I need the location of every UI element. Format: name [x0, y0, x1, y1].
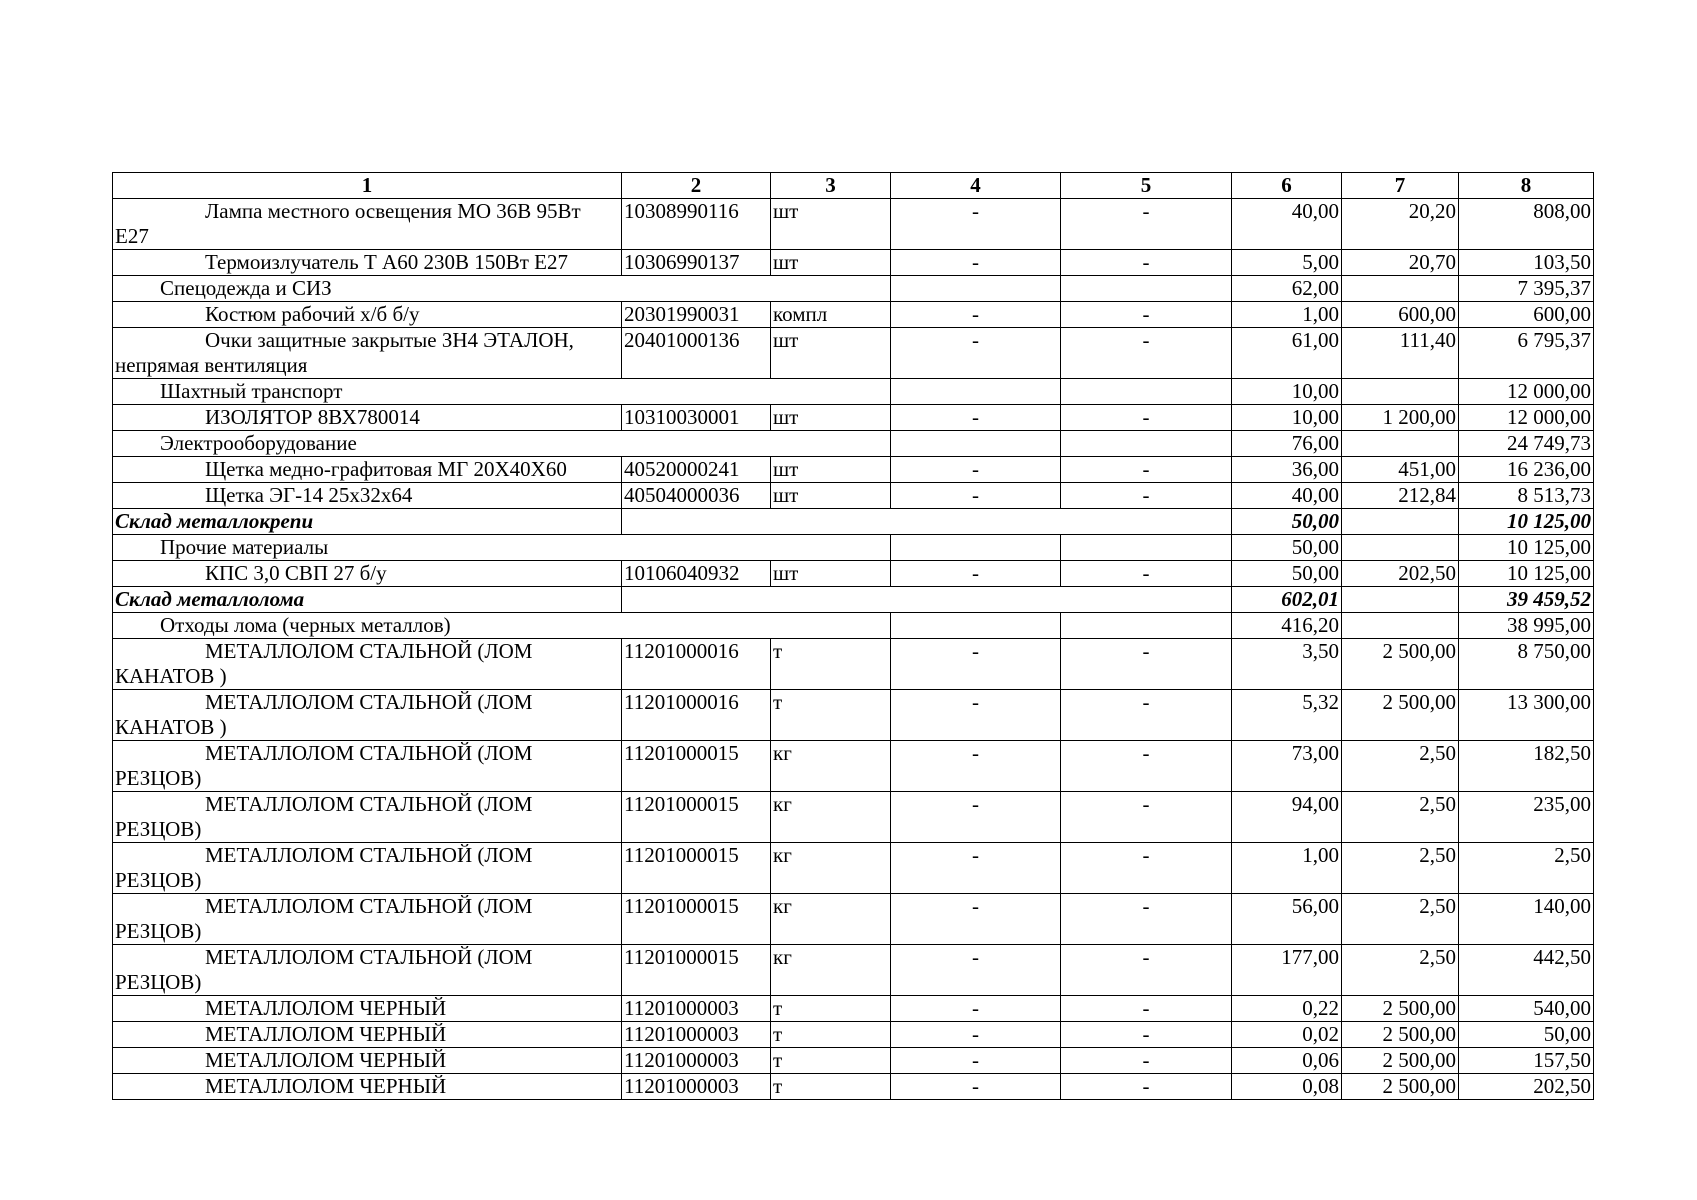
group-row	[113, 613, 1594, 639]
quantity-cell: 177,00	[1232, 945, 1342, 996]
column-header: 2	[622, 173, 771, 199]
item-code-cell: 11201000003	[622, 1048, 771, 1074]
group-name-cell: Прочие материалы	[113, 535, 891, 561]
sum-cell: 8 513,73	[1459, 483, 1594, 509]
item-unit-cell: т	[771, 690, 891, 741]
item-name-cell: МЕТАЛЛОЛОМ СТАЛЬНОЙ (ЛОМ РЕЗЦОВ)	[113, 843, 622, 894]
group-name-cell: Отходы лома (черных металлов)	[113, 613, 891, 639]
column-5-cell: -	[1061, 639, 1232, 690]
quantity-cell: 76,00	[1232, 431, 1342, 457]
price-cell: 20,20	[1342, 199, 1459, 250]
item-code-cell: 10310030001	[622, 405, 771, 431]
empty-cell	[891, 276, 1061, 302]
price-cell: 2,50	[1342, 792, 1459, 843]
column-4-cell: -	[891, 945, 1061, 996]
column-4-cell: -	[891, 405, 1061, 431]
group-row	[113, 379, 1594, 405]
price-cell	[1342, 613, 1459, 639]
item-row	[113, 792, 1594, 843]
quantity-cell: 94,00	[1232, 792, 1342, 843]
column-header: 7	[1342, 173, 1459, 199]
item-unit-cell: компл	[771, 302, 891, 328]
price-cell: 2 500,00	[1342, 1048, 1459, 1074]
column-5-cell: -	[1061, 1048, 1232, 1074]
price-cell: 600,00	[1342, 302, 1459, 328]
price-cell	[1342, 509, 1459, 535]
item-code-cell: 11201000003	[622, 996, 771, 1022]
column-header: 1	[113, 173, 622, 199]
quantity-cell: 602,01	[1232, 587, 1342, 613]
price-cell	[1342, 431, 1459, 457]
item-row	[113, 328, 1594, 379]
item-name-cell: МЕТАЛЛОЛОМ СТАЛЬНОЙ (ЛОМ РЕЗЦОВ)	[113, 741, 622, 792]
inventory-table	[112, 172, 1594, 1100]
sum-cell: 808,00	[1459, 199, 1594, 250]
column-4-cell: -	[891, 1022, 1061, 1048]
group-row	[113, 431, 1594, 457]
quantity-cell: 40,00	[1232, 199, 1342, 250]
empty-cell	[891, 535, 1061, 561]
item-code-cell: 11201000003	[622, 1074, 771, 1100]
column-4-cell: -	[891, 792, 1061, 843]
table-body	[113, 199, 1594, 1100]
column-header: 4	[891, 173, 1061, 199]
quantity-cell: 0,08	[1232, 1074, 1342, 1100]
item-unit-cell: кг	[771, 741, 891, 792]
item-code-cell: 11201000003	[622, 1022, 771, 1048]
item-code-cell: 20401000136	[622, 328, 771, 379]
item-unit-cell: кг	[771, 843, 891, 894]
column-5-cell: -	[1061, 250, 1232, 276]
quantity-cell: 61,00	[1232, 328, 1342, 379]
sum-cell: 24 749,73	[1459, 431, 1594, 457]
empty-cell	[891, 379, 1061, 405]
item-name-cell: МЕТАЛЛОЛОМ ЧЕРНЫЙ	[113, 1048, 622, 1074]
group-row	[113, 535, 1594, 561]
sum-cell: 10 125,00	[1459, 509, 1594, 535]
item-name-cell: Костюм рабочий х/б б/у	[113, 302, 622, 328]
column-5-cell: -	[1061, 792, 1232, 843]
item-row	[113, 483, 1594, 509]
item-code-cell: 40520000241	[622, 457, 771, 483]
sum-cell: 103,50	[1459, 250, 1594, 276]
item-row	[113, 250, 1594, 276]
column-4-cell: -	[891, 302, 1061, 328]
column-4-cell: -	[891, 639, 1061, 690]
item-name-cell: Щетка медно-графитовая МГ 20Х40Х60	[113, 457, 622, 483]
empty-cell	[1061, 276, 1232, 302]
quantity-cell: 40,00	[1232, 483, 1342, 509]
column-5-cell: -	[1061, 405, 1232, 431]
item-row	[113, 457, 1594, 483]
quantity-cell: 1,00	[1232, 843, 1342, 894]
sum-cell: 540,00	[1459, 996, 1594, 1022]
empty-cell	[1061, 379, 1232, 405]
sum-cell: 6 795,37	[1459, 328, 1594, 379]
column-4-cell: -	[891, 741, 1061, 792]
sum-cell: 10 125,00	[1459, 561, 1594, 587]
price-cell: 2 500,00	[1342, 1074, 1459, 1100]
price-cell: 2 500,00	[1342, 1022, 1459, 1048]
item-name-cell: МЕТАЛЛОЛОМ СТАЛЬНОЙ (ЛОМ КАНАТОВ )	[113, 690, 622, 741]
sum-cell: 2,50	[1459, 843, 1594, 894]
item-row	[113, 199, 1594, 250]
sum-cell: 12 000,00	[1459, 405, 1594, 431]
price-cell	[1342, 587, 1459, 613]
column-header: 5	[1061, 173, 1232, 199]
item-code-cell: 10306990137	[622, 250, 771, 276]
column-4-cell: -	[891, 690, 1061, 741]
item-name-cell: МЕТАЛЛОЛОМ ЧЕРНЫЙ	[113, 996, 622, 1022]
item-unit-cell: т	[771, 1022, 891, 1048]
item-name-cell: Очки защитные закрытые ЗН4 ЭТАЛОН, непрямая вентиляция	[113, 328, 622, 379]
price-cell	[1342, 276, 1459, 302]
sum-cell: 7 395,37	[1459, 276, 1594, 302]
item-unit-cell: шт	[771, 405, 891, 431]
item-row	[113, 1074, 1594, 1100]
column-4-cell: -	[891, 250, 1061, 276]
item-name-cell: МЕТАЛЛОЛОМ СТАЛЬНОЙ (ЛОМ КАНАТОВ )	[113, 639, 622, 690]
quantity-cell: 36,00	[1232, 457, 1342, 483]
group-name-cell: Шахтный транспорт	[113, 379, 891, 405]
item-code-cell: 11201000015	[622, 741, 771, 792]
item-unit-cell: кг	[771, 894, 891, 945]
sum-cell: 157,50	[1459, 1048, 1594, 1074]
empty-cell	[622, 509, 1232, 535]
column-5-cell: -	[1061, 894, 1232, 945]
price-cell: 2 500,00	[1342, 690, 1459, 741]
sum-cell: 202,50	[1459, 1074, 1594, 1100]
item-unit-cell: шт	[771, 199, 891, 250]
item-row	[113, 945, 1594, 996]
price-cell: 2,50	[1342, 741, 1459, 792]
column-5-cell: -	[1061, 561, 1232, 587]
item-unit-cell: т	[771, 1048, 891, 1074]
price-cell	[1342, 535, 1459, 561]
column-5-cell: -	[1061, 996, 1232, 1022]
item-name-cell: МЕТАЛЛОЛОМ СТАЛЬНОЙ (ЛОМ РЕЗЦОВ)	[113, 945, 622, 996]
sum-cell: 38 995,00	[1459, 613, 1594, 639]
sum-cell: 50,00	[1459, 1022, 1594, 1048]
sum-cell: 12 000,00	[1459, 379, 1594, 405]
column-4-cell: -	[891, 483, 1061, 509]
empty-cell	[1061, 535, 1232, 561]
column-4-cell: -	[891, 1074, 1061, 1100]
item-unit-cell: т	[771, 1074, 891, 1100]
quantity-cell: 10,00	[1232, 379, 1342, 405]
empty-cell	[1061, 431, 1232, 457]
column-header: 6	[1232, 173, 1342, 199]
item-unit-cell: т	[771, 639, 891, 690]
quantity-cell: 0,22	[1232, 996, 1342, 1022]
column-5-cell: -	[1061, 483, 1232, 509]
item-name-cell: МЕТАЛЛОЛОМ СТАЛЬНОЙ (ЛОМ РЕЗЦОВ)	[113, 792, 622, 843]
item-unit-cell: кг	[771, 945, 891, 996]
item-code-cell: 11201000015	[622, 792, 771, 843]
column-5-cell: -	[1061, 302, 1232, 328]
item-row	[113, 741, 1594, 792]
quantity-cell: 50,00	[1232, 561, 1342, 587]
column-5-cell: -	[1061, 945, 1232, 996]
sum-cell: 13 300,00	[1459, 690, 1594, 741]
price-cell: 2,50	[1342, 945, 1459, 996]
price-cell	[1342, 379, 1459, 405]
empty-cell	[891, 431, 1061, 457]
item-row	[113, 1048, 1594, 1074]
warehouse-name-cell: Склад металлокрепи	[113, 509, 622, 535]
item-name-cell: МЕТАЛЛОЛОМ СТАЛЬНОЙ (ЛОМ РЕЗЦОВ)	[113, 894, 622, 945]
quantity-cell: 0,02	[1232, 1022, 1342, 1048]
item-row	[113, 1022, 1594, 1048]
sum-cell: 182,50	[1459, 741, 1594, 792]
quantity-cell: 3,50	[1232, 639, 1342, 690]
column-5-cell: -	[1061, 199, 1232, 250]
column-5-cell: -	[1061, 843, 1232, 894]
quantity-cell: 416,20	[1232, 613, 1342, 639]
item-code-cell: 40504000036	[622, 483, 771, 509]
price-cell: 2 500,00	[1342, 996, 1459, 1022]
group-name-cell: Электрооборудование	[113, 431, 891, 457]
column-header: 8	[1459, 173, 1594, 199]
item-code-cell: 20301990031	[622, 302, 771, 328]
item-code-cell: 11201000015	[622, 945, 771, 996]
sum-cell: 140,00	[1459, 894, 1594, 945]
price-cell: 202,50	[1342, 561, 1459, 587]
item-row	[113, 302, 1594, 328]
sum-cell: 235,00	[1459, 792, 1594, 843]
column-4-cell: -	[891, 328, 1061, 379]
sum-cell: 10 125,00	[1459, 535, 1594, 561]
item-row	[113, 894, 1594, 945]
item-unit-cell: кг	[771, 792, 891, 843]
item-code-cell: 11201000015	[622, 843, 771, 894]
item-row	[113, 996, 1594, 1022]
quantity-cell: 73,00	[1232, 741, 1342, 792]
column-4-cell: -	[891, 894, 1061, 945]
warehouse-row	[113, 509, 1594, 535]
quantity-cell: 50,00	[1232, 535, 1342, 561]
quantity-cell: 5,32	[1232, 690, 1342, 741]
item-row	[113, 843, 1594, 894]
column-number-header-row	[113, 173, 1594, 199]
item-unit-cell: т	[771, 996, 891, 1022]
column-4-cell: -	[891, 1048, 1061, 1074]
item-code-cell: 11201000016	[622, 639, 771, 690]
quantity-cell: 5,00	[1232, 250, 1342, 276]
item-row	[113, 405, 1594, 431]
item-name-cell: КПС 3,0 СВП 27 б/у	[113, 561, 622, 587]
column-5-cell: -	[1061, 457, 1232, 483]
group-row	[113, 276, 1594, 302]
item-unit-cell: шт	[771, 457, 891, 483]
warehouse-row	[113, 587, 1594, 613]
quantity-cell: 50,00	[1232, 509, 1342, 535]
item-name-cell: Термоизлучатель Т А60 230В 150Вт Е27	[113, 250, 622, 276]
quantity-cell: 0,06	[1232, 1048, 1342, 1074]
item-row	[113, 639, 1594, 690]
sum-cell: 600,00	[1459, 302, 1594, 328]
column-5-cell: -	[1061, 741, 1232, 792]
item-code-cell: 11201000015	[622, 894, 771, 945]
item-code-cell: 10106040932	[622, 561, 771, 587]
column-5-cell: -	[1061, 328, 1232, 379]
item-unit-cell: шт	[771, 328, 891, 379]
column-4-cell: -	[891, 561, 1061, 587]
price-cell: 111,40	[1342, 328, 1459, 379]
item-code-cell: 10308990116	[622, 199, 771, 250]
price-cell: 212,84	[1342, 483, 1459, 509]
quantity-cell: 56,00	[1232, 894, 1342, 945]
column-4-cell: -	[891, 996, 1061, 1022]
sum-cell: 8 750,00	[1459, 639, 1594, 690]
empty-cell	[622, 587, 1232, 613]
sum-cell: 39 459,52	[1459, 587, 1594, 613]
quantity-cell: 1,00	[1232, 302, 1342, 328]
item-code-cell: 11201000016	[622, 690, 771, 741]
column-5-cell: -	[1061, 1022, 1232, 1048]
sum-cell: 442,50	[1459, 945, 1594, 996]
item-unit-cell: шт	[771, 561, 891, 587]
price-cell: 2,50	[1342, 894, 1459, 945]
item-name-cell: Лампа местного освещения МО 36В 95Вт Е27	[113, 199, 622, 250]
price-cell: 2,50	[1342, 843, 1459, 894]
item-unit-cell: шт	[771, 483, 891, 509]
price-cell: 2 500,00	[1342, 639, 1459, 690]
column-header: 3	[771, 173, 891, 199]
group-name-cell: Спецодежда и СИЗ	[113, 276, 891, 302]
price-cell: 1 200,00	[1342, 405, 1459, 431]
quantity-cell: 10,00	[1232, 405, 1342, 431]
item-name-cell: Щетка ЭГ-14 25х32х64	[113, 483, 622, 509]
column-5-cell: -	[1061, 1074, 1232, 1100]
column-5-cell: -	[1061, 690, 1232, 741]
item-name-cell: МЕТАЛЛОЛОМ ЧЕРНЫЙ	[113, 1074, 622, 1100]
price-cell: 451,00	[1342, 457, 1459, 483]
quantity-cell: 62,00	[1232, 276, 1342, 302]
item-name-cell: МЕТАЛЛОЛОМ ЧЕРНЫЙ	[113, 1022, 622, 1048]
column-4-cell: -	[891, 457, 1061, 483]
column-4-cell: -	[891, 199, 1061, 250]
item-unit-cell: шт	[771, 250, 891, 276]
price-cell: 20,70	[1342, 250, 1459, 276]
item-name-cell: ИЗОЛЯТОР 8ВХ780014	[113, 405, 622, 431]
empty-cell	[891, 613, 1061, 639]
column-4-cell: -	[891, 843, 1061, 894]
item-row	[113, 561, 1594, 587]
empty-cell	[1061, 613, 1232, 639]
sum-cell: 16 236,00	[1459, 457, 1594, 483]
item-row	[113, 690, 1594, 741]
warehouse-name-cell: Склад металлолома	[113, 587, 622, 613]
